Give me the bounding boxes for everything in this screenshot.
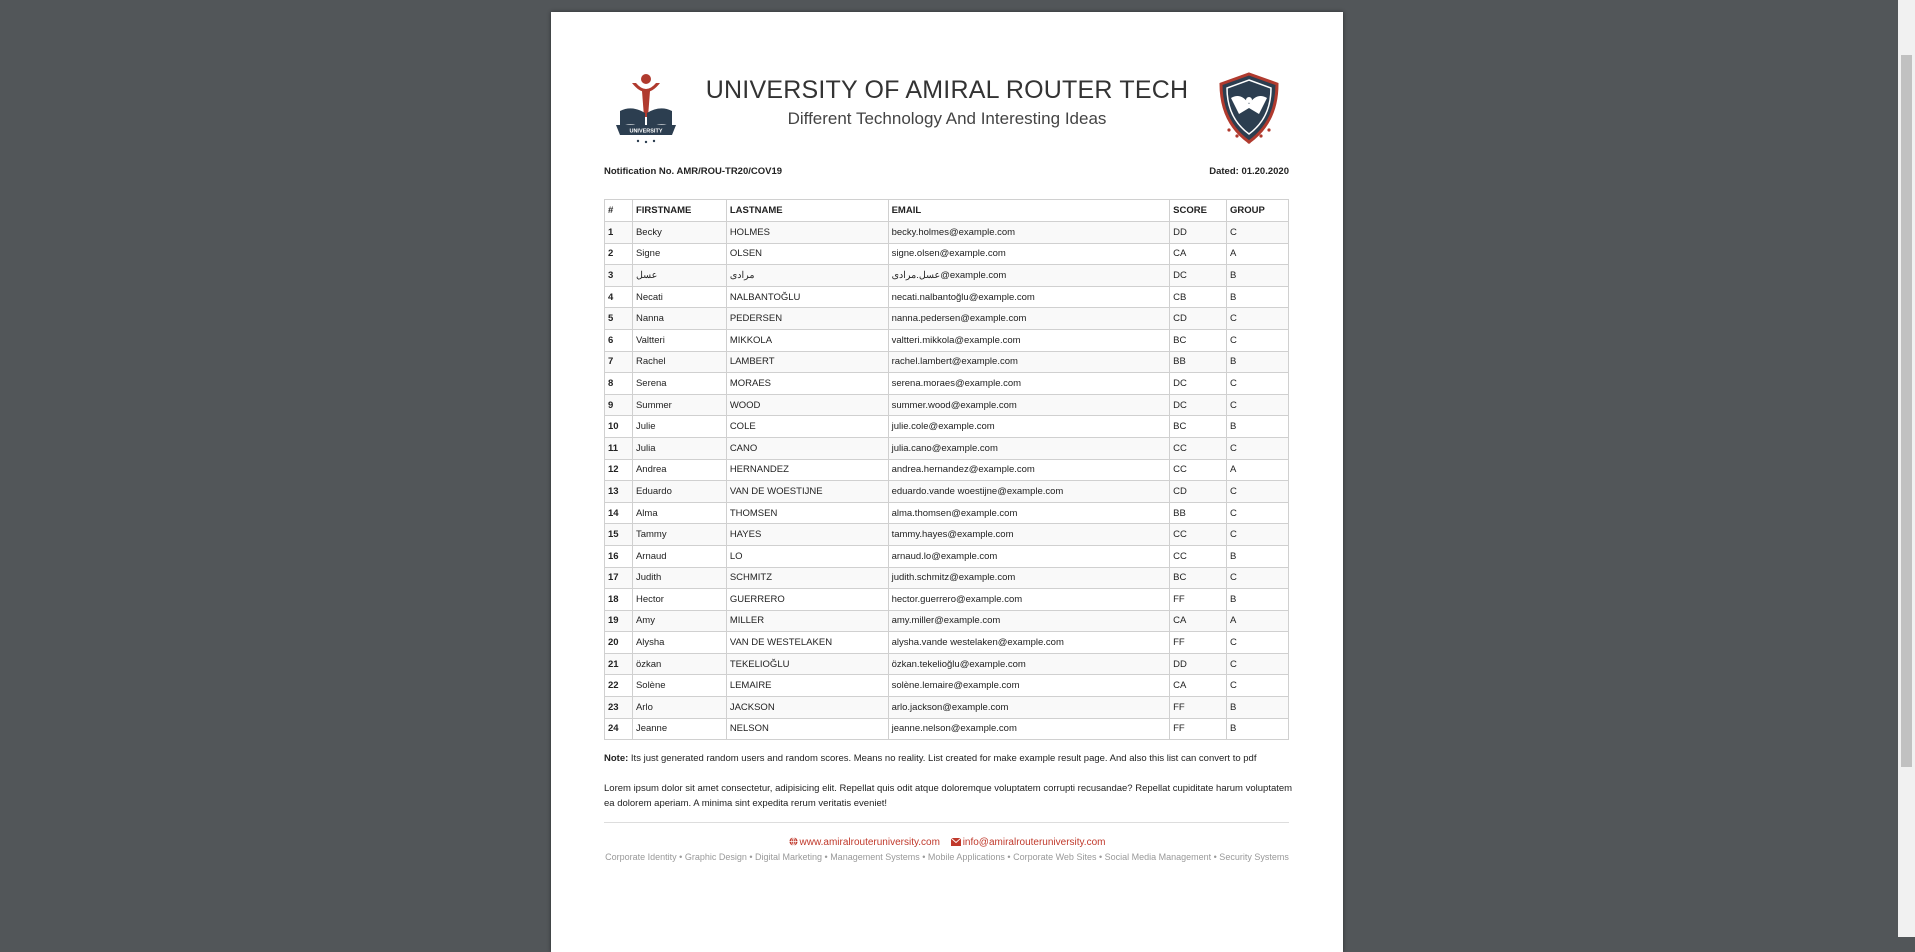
- cell-email: arnaud.lo@example.com: [888, 545, 1170, 567]
- cell-firstname: Hector: [632, 589, 726, 611]
- cell-firstname: Amy: [632, 610, 726, 632]
- cell-email: becky.holmes@example.com: [888, 222, 1170, 244]
- cell-lastname: WOOD: [726, 394, 888, 416]
- cell-lastname: TEKELIOĞLU: [726, 653, 888, 675]
- email-link[interactable]: [951, 837, 1106, 848]
- column-header-firstname: FIRSTNAME: [632, 200, 726, 222]
- cell-lastname: MILLER: [726, 610, 888, 632]
- cell-lastname: LEMAIRE: [726, 675, 888, 697]
- cell-lastname: PEDERSEN: [726, 308, 888, 330]
- cell-firstname: Signe: [632, 243, 726, 265]
- table-row: [605, 718, 1289, 740]
- cell-email: eduardo.vande woestijne@example.com: [888, 481, 1170, 503]
- column-header-group: GROUP: [1227, 200, 1289, 222]
- cell-number: 7: [605, 351, 633, 373]
- table-row: [605, 502, 1289, 524]
- cell-group: A: [1227, 243, 1289, 265]
- cell-firstname: Jeanne: [632, 718, 726, 740]
- cell-email: summer.wood@example.com: [888, 394, 1170, 416]
- cell-email: amy.miller@example.com: [888, 610, 1170, 632]
- cell-lastname: HOLMES: [726, 222, 888, 244]
- document-page: [551, 12, 1343, 952]
- cell-score: CB: [1170, 286, 1227, 308]
- note-paragraph: [604, 753, 1294, 764]
- cell-lastname: MORAES: [726, 373, 888, 395]
- table-row: [605, 329, 1289, 351]
- cell-email: عسل.مرادی@example.com: [888, 265, 1170, 287]
- cell-score: CA: [1170, 675, 1227, 697]
- cell-firstname: Julie: [632, 416, 726, 438]
- cell-firstname: Serena: [632, 373, 726, 395]
- cell-group: C: [1227, 437, 1289, 459]
- cell-email: andrea.hernandez@example.com: [888, 459, 1170, 481]
- cell-group: C: [1227, 308, 1289, 330]
- cell-number: 21: [605, 653, 633, 675]
- cell-score: CA: [1170, 610, 1227, 632]
- table-row: [605, 243, 1289, 265]
- table-row: [605, 222, 1289, 244]
- lorem-paragraph: Lorem ipsum dolor sit amet consectetur, adipisicing elit. Repellat quis odit atque doloremque voluptatem corrupti recusandae? Repellat cupiditate harum voluptatem ea dolorem aperiam. A minima sint expedita rerum veritatis eveniet!: [604, 783, 1293, 809]
- table-row: [605, 545, 1289, 567]
- cell-firstname: Alma: [632, 502, 726, 524]
- cell-score: CC: [1170, 545, 1227, 567]
- cell-group: B: [1227, 545, 1289, 567]
- cell-firstname: Solène: [632, 675, 726, 697]
- results-table: [604, 199, 1289, 740]
- services-line: Corporate Identity • Graphic Design • Digital Marketing • Management Systems • Mobile Applications • Corporate Web Sites • Social Media Management • Security Systems: [605, 852, 1289, 862]
- cell-firstname: Judith: [632, 567, 726, 589]
- table-row: [605, 308, 1289, 330]
- email-text: info@amiralrouteruniversity.com: [962, 837, 1106, 848]
- cell-firstname: özkan: [632, 653, 726, 675]
- cell-group: B: [1227, 265, 1289, 287]
- cell-firstname: Julia: [632, 437, 726, 459]
- envelope-icon: [951, 838, 961, 846]
- table-row: [605, 416, 1289, 438]
- cell-lastname: LAMBERT: [726, 351, 888, 373]
- cell-group: C: [1227, 675, 1289, 697]
- website-text: www.amiralrouteruniversity.com: [799, 837, 940, 848]
- cell-firstname: Rachel: [632, 351, 726, 373]
- cell-group: B: [1227, 589, 1289, 611]
- cell-email: signe.olsen@example.com: [888, 243, 1170, 265]
- cell-score: CC: [1170, 524, 1227, 546]
- cell-group: A: [1227, 610, 1289, 632]
- table-row: [605, 265, 1289, 287]
- cell-number: 8: [605, 373, 633, 395]
- cell-score: BC: [1170, 329, 1227, 351]
- cell-score: CD: [1170, 308, 1227, 330]
- cell-lastname: مرادی: [726, 265, 888, 287]
- table-row: [605, 524, 1289, 546]
- table-row: [605, 653, 1289, 675]
- cell-lastname: GUERRERO: [726, 589, 888, 611]
- cell-score: CC: [1170, 459, 1227, 481]
- table-row: [605, 589, 1289, 611]
- cell-group: A: [1227, 459, 1289, 481]
- footer-divider: [604, 822, 1289, 823]
- cell-lastname: CANO: [726, 437, 888, 459]
- cell-number: 13: [605, 481, 633, 503]
- cell-number: 14: [605, 502, 633, 524]
- cell-email: arlo.jackson@example.com: [888, 697, 1170, 719]
- scrollbar-thumb[interactable]: [1901, 55, 1912, 767]
- cell-number: 2: [605, 243, 633, 265]
- cell-number: 10: [605, 416, 633, 438]
- cell-score: BC: [1170, 416, 1227, 438]
- cell-lastname: VAN DE WOESTIJNE: [726, 481, 888, 503]
- cell-firstname: Arnaud: [632, 545, 726, 567]
- cell-group: B: [1227, 351, 1289, 373]
- notification-number: Notification No. AMR/ROU-TR20/COV19: [604, 166, 783, 177]
- cell-group: C: [1227, 394, 1289, 416]
- cell-number: 11: [605, 437, 633, 459]
- cell-group: C: [1227, 481, 1289, 503]
- cell-score: BB: [1170, 351, 1227, 373]
- table-row: [605, 351, 1289, 373]
- cell-score: BC: [1170, 567, 1227, 589]
- cell-group: C: [1227, 329, 1289, 351]
- cell-firstname: عسل: [632, 265, 726, 287]
- table-row: [605, 697, 1289, 719]
- document-date: Dated: 01.20.2020: [1209, 166, 1289, 177]
- cell-number: 20: [605, 632, 633, 654]
- page-title: UNIVERSITY OF AMIRAL ROUTER TECH: [705, 76, 1189, 104]
- cell-email: jeanne.nelson@example.com: [888, 718, 1170, 740]
- cell-email: tammy.hayes@example.com: [888, 524, 1170, 546]
- cell-score: CD: [1170, 481, 1227, 503]
- table-row: [605, 373, 1289, 395]
- cell-number: 24: [605, 718, 633, 740]
- cell-firstname: Tammy: [632, 524, 726, 546]
- scrollbar[interactable]: [1898, 0, 1915, 937]
- cell-email: valtteri.mikkola@example.com: [888, 329, 1170, 351]
- cell-number: 3: [605, 265, 633, 287]
- cell-number: 19: [605, 610, 633, 632]
- cell-lastname: VAN DE WESTELAKEN: [726, 632, 888, 654]
- cell-firstname: Alysha: [632, 632, 726, 654]
- cell-email: alma.thomsen@example.com: [888, 502, 1170, 524]
- table-row: [605, 675, 1289, 697]
- cell-lastname: LO: [726, 545, 888, 567]
- cell-email: necati.nalbantoğlu@example.com: [888, 286, 1170, 308]
- cell-group: C: [1227, 653, 1289, 675]
- table-row: [605, 610, 1289, 632]
- table-header-row: [605, 200, 1289, 222]
- cell-lastname: HAYES: [726, 524, 888, 546]
- cell-group: C: [1227, 632, 1289, 654]
- cell-email: julie.cole@example.com: [888, 416, 1170, 438]
- cell-group: C: [1227, 524, 1289, 546]
- cell-lastname: HERNANDEZ: [726, 459, 888, 481]
- cell-score: FF: [1170, 697, 1227, 719]
- cell-firstname: Andrea: [632, 459, 726, 481]
- cell-number: 15: [605, 524, 633, 546]
- cell-score: DD: [1170, 222, 1227, 244]
- cell-group: C: [1227, 502, 1289, 524]
- column-header-email: EMAIL: [888, 200, 1170, 222]
- cell-score: DC: [1170, 394, 1227, 416]
- column-header-lastname: LASTNAME: [726, 200, 888, 222]
- cell-lastname: NELSON: [726, 718, 888, 740]
- cell-lastname: JACKSON: [726, 697, 888, 719]
- cell-lastname: SCHMITZ: [726, 567, 888, 589]
- table-row: [605, 459, 1289, 481]
- cell-score: FF: [1170, 632, 1227, 654]
- cell-firstname: Becky: [632, 222, 726, 244]
- cell-group: B: [1227, 286, 1289, 308]
- table-row: [605, 437, 1289, 459]
- cell-number: 18: [605, 589, 633, 611]
- cell-number: 23: [605, 697, 633, 719]
- cell-score: DD: [1170, 653, 1227, 675]
- cell-group: C: [1227, 222, 1289, 244]
- note-label: Note:: [604, 753, 629, 764]
- cell-number: 16: [605, 545, 633, 567]
- cell-score: CC: [1170, 437, 1227, 459]
- cell-lastname: COLE: [726, 416, 888, 438]
- cell-score: DC: [1170, 373, 1227, 395]
- cell-group: C: [1227, 567, 1289, 589]
- cell-lastname: NALBANTOĞLU: [726, 286, 888, 308]
- cell-email: alysha.vande westelaken@example.com: [888, 632, 1170, 654]
- table-row: [605, 567, 1289, 589]
- table-row: [605, 481, 1289, 503]
- table-row: [605, 632, 1289, 654]
- cell-score: CA: [1170, 243, 1227, 265]
- cell-score: BB: [1170, 502, 1227, 524]
- cell-number: 4: [605, 286, 633, 308]
- cell-email: solène.lemaire@example.com: [888, 675, 1170, 697]
- cell-score: DC: [1170, 265, 1227, 287]
- note-text: Its just generated random users and random scores. Means no reality. List created for make example result page. And also this list can convert to pdf: [628, 753, 1257, 764]
- table-row: [605, 394, 1289, 416]
- cell-email: nanna.pedersen@example.com: [888, 308, 1170, 330]
- page-subtitle: Different Technology And Interesting Ideas: [787, 109, 1107, 128]
- footer-contacts: [551, 837, 1343, 848]
- globe-icon: [789, 837, 798, 846]
- cell-firstname: Arlo: [632, 697, 726, 719]
- logo-text: UNIVERSITY: [629, 128, 663, 135]
- cell-group: C: [1227, 373, 1289, 395]
- cell-email: rachel.lambert@example.com: [888, 351, 1170, 373]
- cell-number: 6: [605, 329, 633, 351]
- cell-firstname: Necati: [632, 286, 726, 308]
- cell-number: 5: [605, 308, 633, 330]
- cell-lastname: MIKKOLA: [726, 329, 888, 351]
- cell-number: 9: [605, 394, 633, 416]
- cell-email: özkan.tekelioğlu@example.com: [888, 653, 1170, 675]
- cell-email: serena.moraes@example.com: [888, 373, 1170, 395]
- cell-firstname: Eduardo: [632, 481, 726, 503]
- cell-lastname: OLSEN: [726, 243, 888, 265]
- cell-email: hector.guerrero@example.com: [888, 589, 1170, 611]
- cell-group: B: [1227, 416, 1289, 438]
- cell-lastname: THOMSEN: [726, 502, 888, 524]
- cell-firstname: Nanna: [632, 308, 726, 330]
- shield-crest-logo: [1215, 72, 1283, 148]
- cell-firstname: Valtteri: [632, 329, 726, 351]
- column-header-number: #: [605, 200, 633, 222]
- cell-firstname: Summer: [632, 394, 726, 416]
- column-header-score: SCORE: [1170, 200, 1227, 222]
- cell-group: B: [1227, 697, 1289, 719]
- cell-score: FF: [1170, 589, 1227, 611]
- cell-number: 12: [605, 459, 633, 481]
- cell-group: B: [1227, 718, 1289, 740]
- website-link[interactable]: [789, 837, 940, 848]
- cell-number: 22: [605, 675, 633, 697]
- table-row: [605, 286, 1289, 308]
- cell-email: julia.cano@example.com: [888, 437, 1170, 459]
- cell-number: 17: [605, 567, 633, 589]
- cell-number: 1: [605, 222, 633, 244]
- cell-email: judith.schmitz@example.com: [888, 567, 1170, 589]
- cell-score: FF: [1170, 718, 1227, 740]
